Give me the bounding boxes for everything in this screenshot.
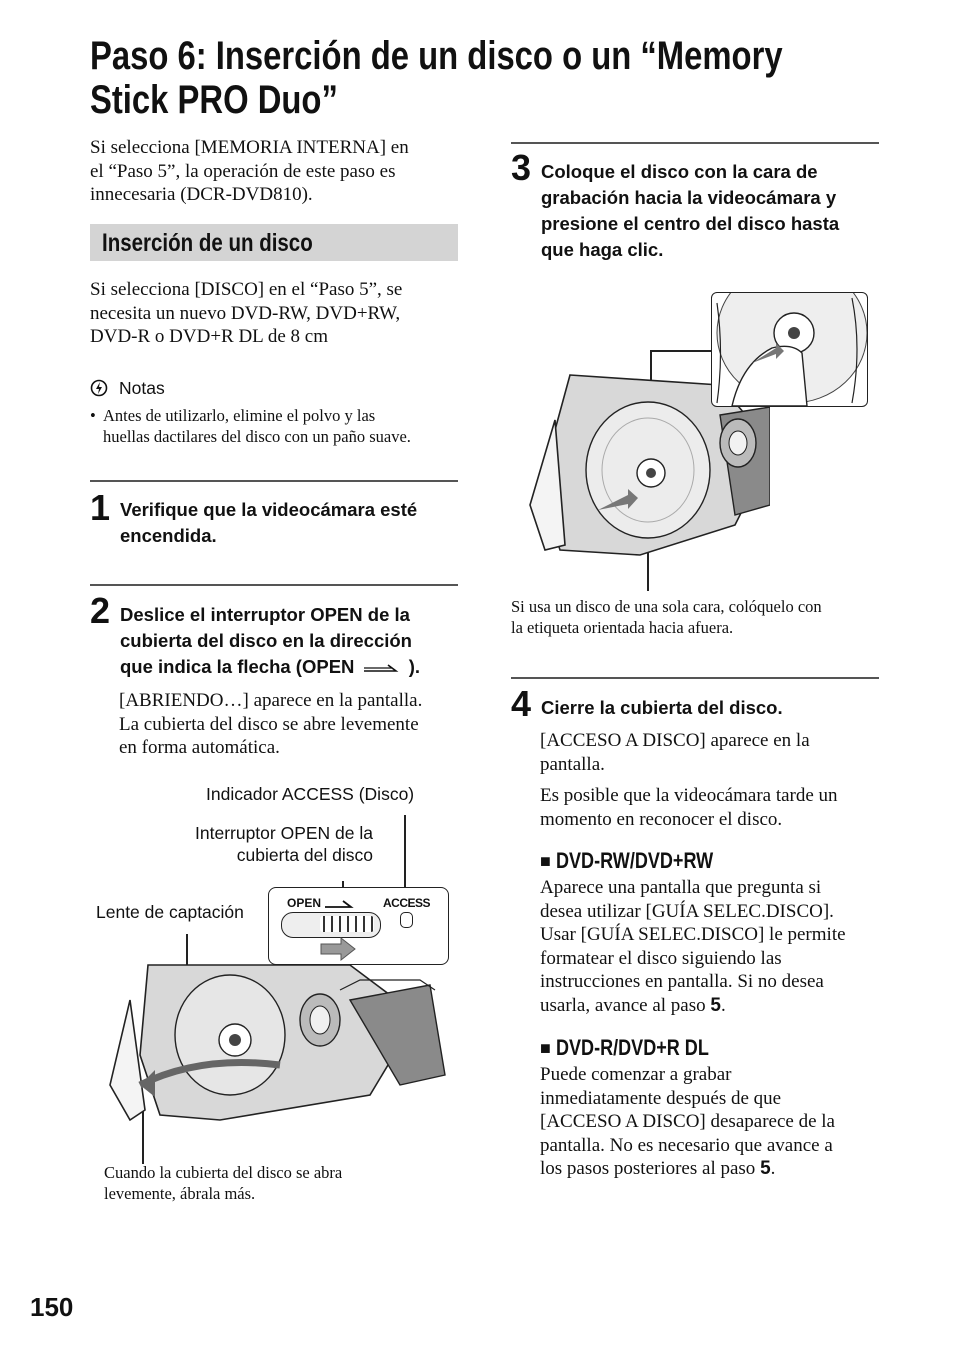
step-number: 4 (511, 683, 532, 724)
step-3-instruction: Coloque el disco con la cara de grabación hacia la videocámara y presione el centro del disco hasta que haga clic. (541, 161, 840, 260)
dvd-r-heading: ■ DVD-R/DVD+R DL (540, 1035, 710, 1060)
dvd-rw-body: Aparece una pantalla que pregunta si desea utilizar [GUÍA SELEC.DISCO]. Usar [GUÍA SELEC.DISCO] le permite formatear el disco siguiendo las instrucciones en pantalla. Si no desea usarla, avance al paso 5. (540, 877, 846, 1016)
step-divider (90, 480, 458, 482)
figure-1-caption: Cuando la cubierta del disco se abra levemente, ábrala más. (104, 1163, 343, 1203)
step-2-instruction: Deslice el interruptor OPEN de la cubierta del disco en la dirección que indica la flecha (OPEN ). (120, 604, 420, 677)
press-disc-inset (711, 292, 868, 407)
switch-panel-inset: OPEN ACCESS (268, 887, 449, 965)
pickup-lens-label: Lente de captación (96, 902, 244, 922)
step-number: 1 (90, 487, 111, 528)
dvd-r-body: Puede comenzar a grabar inmediatamente después de que [ACCESO A DISCO] desaparece de la pantalla. No es necesario que avance a los pasos posteriores al paso 5. (540, 1064, 835, 1179)
step-divider (511, 677, 879, 679)
intro-paragraph: Si selecciona [MEMORIA INTERNA] en el “Paso 5”, la operación de este paso es innecesaria (DCR-DVD810). (90, 137, 409, 205)
finger-press-icon (712, 293, 867, 406)
notes-icon (90, 379, 108, 397)
page-title: Paso 6: Inserción de un disco o un “Memory Stick PRO Duo” (90, 34, 783, 122)
dvd-rw-heading: ■ DVD-RW/DVD+RW (540, 848, 714, 873)
open-switch-label: Interruptor OPEN de la cubierta del disco (195, 823, 373, 865)
step-1-instruction: Verifique que la videocámara esté encendida. (120, 499, 418, 546)
open-arrow-icon (362, 661, 402, 675)
section-heading: Inserción de un disco (90, 224, 458, 261)
step-4-body: [ACCESO A DISCO] aparece en la pantalla. Es posible que la videocámara tarde un momento en reconocer el disco. (540, 730, 838, 830)
step-2-body: [ABRIENDO…] aparece en la pantalla. La cubierta del disco se abre levemente en forma automática. (119, 690, 423, 758)
open-direction-icon (325, 899, 355, 909)
access-lamp (400, 912, 413, 928)
step-divider (90, 584, 458, 586)
section-body: Si selecciona [DISCO] en el “Paso 5”, se necesita un nuevo DVD-RW, DVD+RW, DVD-R o DVD+R DL de 8 cm (90, 279, 403, 347)
access-indicator-label: Indicador ACCESS (Disco) (206, 784, 415, 804)
notes-item: • Antes de utilizarlo, elimine el polvo y las huellas dactilares del disco con un paño suave. (90, 406, 411, 446)
step-number: 2 (90, 590, 111, 631)
page-number: 150 (30, 1292, 74, 1322)
step-4-instruction: Cierre la cubierta del disco. (541, 697, 783, 718)
step-divider (511, 142, 879, 144)
camcorder-illustration-open-cover (100, 935, 460, 1135)
step-number: 3 (511, 147, 532, 188)
figure-2-caption: Si usa un disco de una sola cara, colóquelo con la etiqueta orientada hacia afuera. (511, 597, 822, 637)
leader-line (650, 350, 712, 352)
